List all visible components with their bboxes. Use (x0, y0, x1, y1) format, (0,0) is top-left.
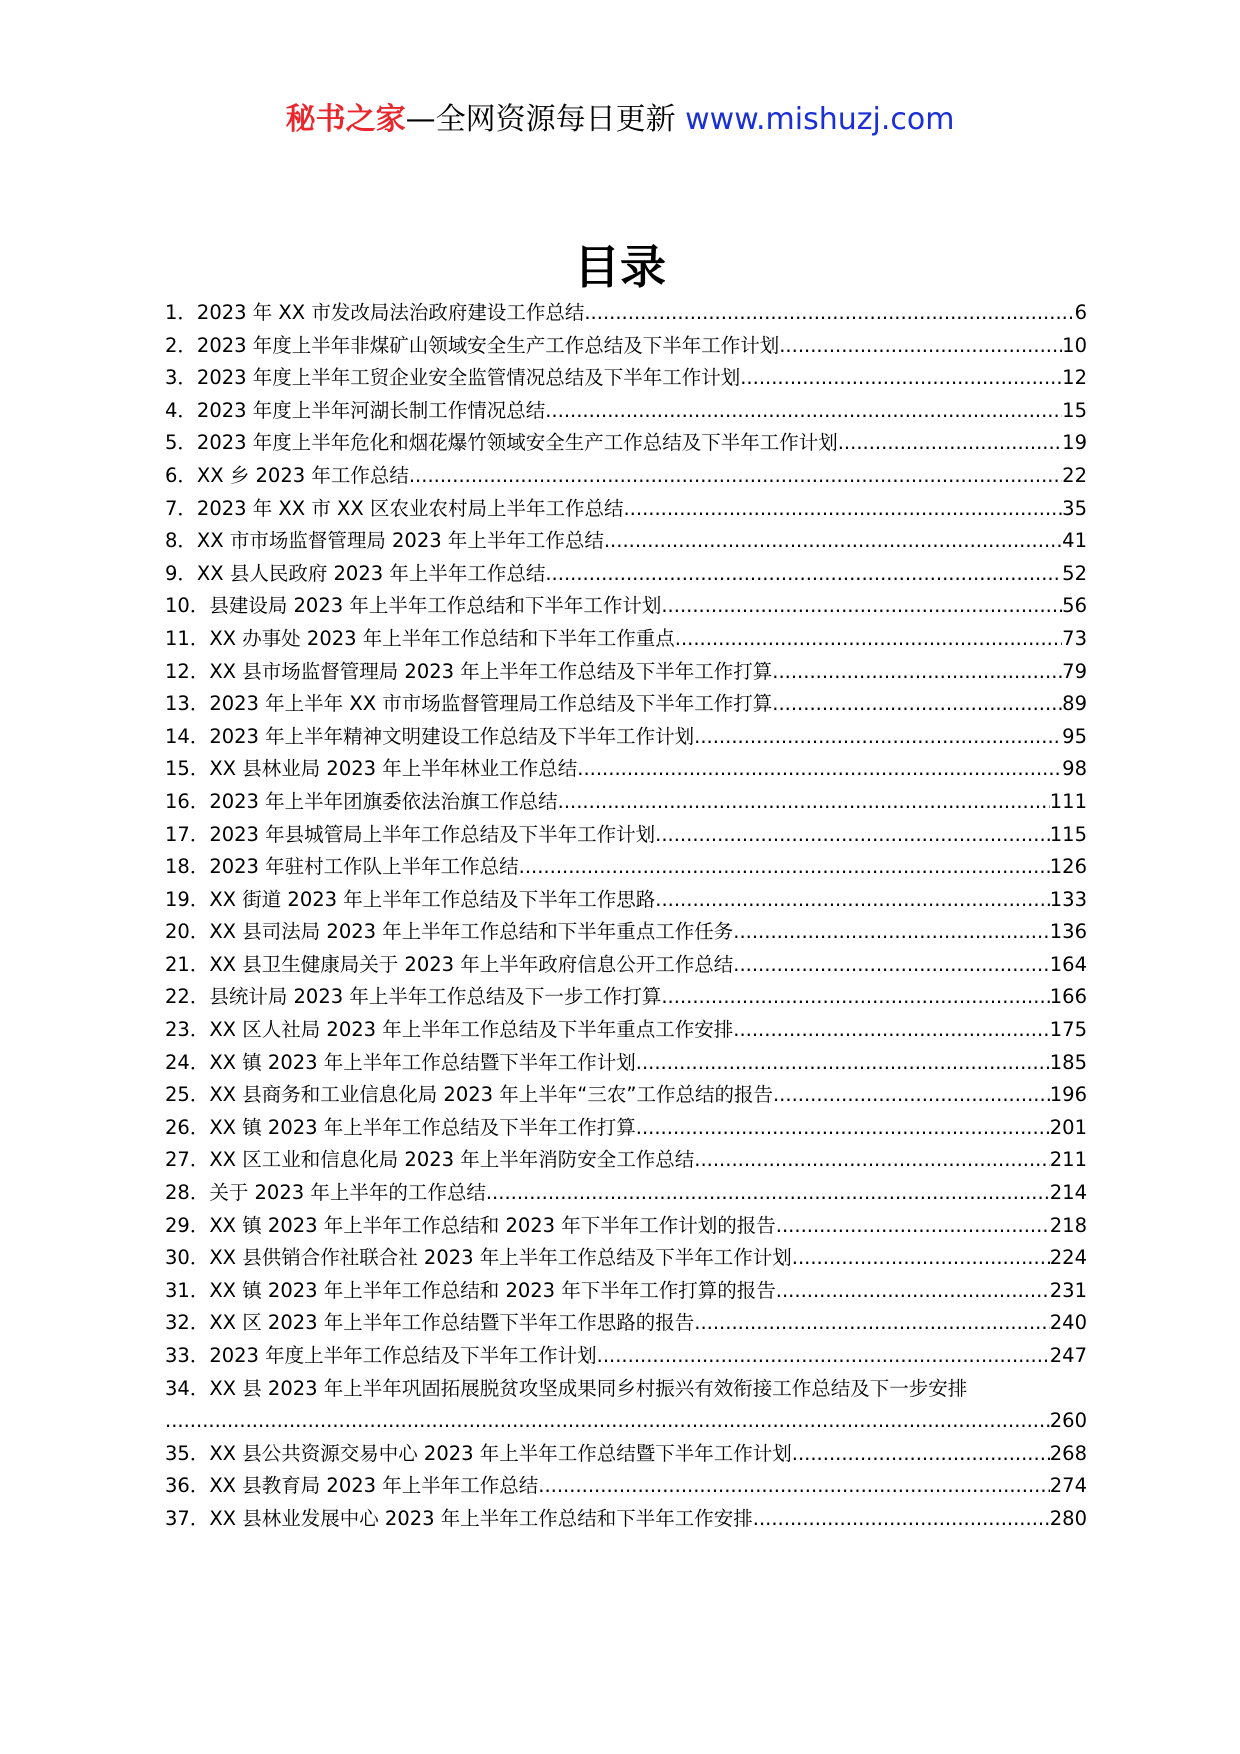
toc-entry-title: 31．XX 镇 2023 年上半年工作总结和 2023 年下半年工作打算的报告 (165, 1278, 776, 1302)
toc-entry-page: 89 (1062, 692, 1087, 716)
toc-entry-page: 224 (1049, 1246, 1087, 1270)
toc-entry[interactable] (165, 623, 1087, 656)
toc-entry-title: 13．2023 年上半年 XX 市市场监督管理局工作总结及下半年工作打算 (165, 692, 773, 716)
toc-entry-page: 260 (1049, 1409, 1087, 1433)
toc-entry[interactable] (165, 916, 1087, 949)
toc-entry-title: 5．2023 年度上半年危化和烟花爆竹领域安全生产工作总结及下半年工作计划 (165, 431, 838, 455)
toc-entry-title: 6．XX 乡 2023 年工作总结 (165, 463, 409, 487)
toc-entry[interactable] (165, 1242, 1087, 1275)
toc-entry-page: 164 (1049, 952, 1087, 976)
toc-leader-dots (577, 753, 1062, 786)
toc-entry[interactable] (165, 330, 1087, 363)
toc-entry-page: 274 (1049, 1474, 1087, 1498)
toc-entry[interactable] (165, 1503, 1087, 1536)
toc-entry-title: 29．XX 镇 2023 年上半年工作总结和 2023 年下半年工作计划的报告 (165, 1213, 776, 1237)
toc-leader-dots (661, 981, 1049, 1014)
toc-leader-dots (655, 819, 1050, 852)
toc-leader-dots (655, 884, 1050, 917)
toc-entry-page: 52 (1062, 561, 1087, 585)
toc-entry-page: 231 (1049, 1278, 1087, 1302)
toc-entry[interactable] (165, 981, 1087, 1014)
toc-entry-title: 15．XX 县林业局 2023 年上半年林业工作总结 (165, 757, 578, 781)
toc-entry-title: 9．XX 县人民政府 2023 年上半年工作总结 (165, 561, 546, 585)
toc-entry-title: 24．XX 镇 2023 年上半年工作总结暨下半年工作计划 (165, 1050, 636, 1074)
brand-name: 秘书之家 (285, 102, 406, 137)
toc-entry-page: 280 (1049, 1506, 1087, 1530)
toc-entry[interactable] (165, 753, 1087, 786)
toc-entry-page: 79 (1062, 659, 1087, 683)
toc-entry-page: 240 (1049, 1311, 1087, 1335)
toc-entry[interactable] (165, 525, 1087, 558)
toc-leader-dots (733, 1014, 1050, 1047)
table-of-contents (165, 297, 1087, 1536)
toc-leader-dots (772, 688, 1062, 721)
toc-entry[interactable] (165, 1340, 1087, 1373)
toc-entry[interactable] (165, 1438, 1087, 1471)
toc-entry-title: 1．2023 年 XX 市发改局法治政府建设工作总结 (165, 301, 585, 324)
toc-entry-title: 34．XX 县 2023 年上半年巩固拓展脱贫攻坚成果同乡村振兴有效衔接工作总结及下一步安排 (165, 1376, 968, 1400)
toc-entry-title: 36．XX 县教育局 2023 年上半年工作总结 (165, 1474, 539, 1498)
toc-entry-page: 35 (1062, 496, 1087, 520)
toc-entry-title: 17．2023 年县城管局上半年工作总结及下半年工作计划 (165, 822, 656, 846)
toc-entry-title: 35．XX 县公共资源交易中心 2023 年上半年工作总结暨下半年工作计划 (165, 1441, 792, 1465)
toc-leader-dots (733, 949, 1050, 982)
toc-leader-dots (694, 721, 1062, 754)
toc-leader-dots (792, 1438, 1050, 1471)
toc-entry-page: 41 (1062, 529, 1087, 553)
toc-entry-title: 4．2023 年度上半年河湖长制工作情况总结 (165, 398, 546, 422)
toc-leader-dots (661, 590, 1062, 623)
toc-entry-page: 196 (1049, 1083, 1087, 1107)
toc-entry[interactable] (165, 1177, 1087, 1210)
toc-entry-title: 26．XX 镇 2023 年上半年工作总结及下半年工作打算 (165, 1115, 636, 1139)
toc-entry-page: 111 (1049, 789, 1087, 813)
toc-leader-dots (694, 1307, 1050, 1340)
toc-entry-title: 27．XX 区工业和信息化局 2023 年上半年消防安全工作总结 (165, 1148, 695, 1172)
toc-leader-dots (165, 1405, 1050, 1438)
toc-leader-dots (604, 525, 1062, 558)
site-banner (0, 100, 1240, 140)
toc-entry-page: 133 (1049, 887, 1087, 911)
toc-leader-dots (694, 1144, 1050, 1177)
toc-leader-dots (545, 558, 1062, 591)
toc-entry[interactable] (165, 1307, 1087, 1340)
toc-entry-page: 218 (1049, 1213, 1087, 1237)
toc-entry-title: 23．XX 区人社局 2023 年上半年工作总结及下半年重点工作安排 (165, 1018, 734, 1042)
toc-entry[interactable] (165, 688, 1087, 721)
toc-entry-page: 175 (1049, 1018, 1087, 1042)
toc-entry-page: 136 (1049, 920, 1087, 944)
toc-entry[interactable] (165, 1047, 1087, 1080)
toc-entry-page: 201 (1049, 1115, 1087, 1139)
toc-leader-dots (838, 427, 1062, 460)
toc-entry[interactable] (165, 1014, 1087, 1047)
toc-leader-dots (584, 297, 1074, 330)
toc-entry[interactable] (165, 949, 1087, 982)
toc-leader-dots (675, 623, 1062, 656)
toc-entry[interactable] (165, 1112, 1087, 1145)
toc-entry-page: 19 (1062, 431, 1087, 455)
toc-entry-page: 6 (1074, 301, 1087, 324)
toc-entry-page: 211 (1049, 1148, 1087, 1172)
toc-entry-title: 14．2023 年上半年精神文明建设工作总结及下半年工作计划 (165, 724, 695, 748)
toc-entry-page: 15 (1062, 398, 1087, 422)
toc-entry-page: 166 (1049, 985, 1087, 1009)
toc-entry-page: 12 (1062, 366, 1087, 390)
toc-entry[interactable] (165, 786, 1087, 819)
toc-entry-title: 7．2023 年 XX 市 XX 区农业农村局上半年工作总结 (165, 496, 624, 520)
toc-leader-dots (773, 1079, 1050, 1112)
toc-leader-dots (636, 1047, 1050, 1080)
toc-leader-dots (740, 362, 1062, 395)
toc-heading: 目录 (574, 240, 666, 294)
toc-entry-title: 28．关于 2023 年上半年的工作总结 (165, 1181, 486, 1205)
toc-entry[interactable] (165, 460, 1087, 493)
toc-entry-title: 10．县建设局 2023 年上半年工作总结和下半年工作计划 (165, 594, 662, 618)
toc-entry-title: 16．2023 年上半年团旗委依法治旗工作总结 (165, 789, 558, 813)
toc-entry[interactable] (165, 851, 1087, 884)
toc-entry[interactable] (165, 1210, 1087, 1243)
toc-entry-page: 185 (1049, 1050, 1087, 1074)
banner-tagline: —全网资源每日更新 (405, 102, 676, 137)
toc-entry-title: 19．XX 街道 2023 年上半年工作总结及下半年工作思路 (165, 887, 656, 911)
toc-entry-title: 3．2023 年度上半年工贸企业安全监管情况总结及下半年工作计划 (165, 366, 741, 390)
toc-entry-page: 214 (1049, 1181, 1087, 1205)
toc-entry[interactable] (165, 819, 1087, 852)
toc-entry[interactable] (165, 297, 1087, 330)
toc-entry-page: 56 (1062, 594, 1087, 618)
toc-leader-dots (597, 1340, 1050, 1373)
toc-entry[interactable] (165, 1144, 1087, 1177)
toc-entry[interactable] (165, 1275, 1087, 1308)
toc-entry-title: 30．XX 县供销合作社联合社 2023 年上半年工作总结及下半年工作计划 (165, 1246, 792, 1270)
toc-entry-title: 12．XX 县市场监督管理局 2023 年上半年工作总结及下半年工作打算 (165, 659, 773, 683)
toc-entry-page: 115 (1049, 822, 1087, 846)
toc-leader-dots (545, 395, 1062, 428)
toc-entry[interactable] (165, 1079, 1087, 1112)
toc-entry-title: 21．XX 县卫生健康局关于 2023 年上半年政府信息公开工作总结 (165, 952, 734, 976)
toc-leader-dots (779, 330, 1062, 363)
toc-leader-dots (776, 1275, 1050, 1308)
toc-entry-page: 95 (1062, 724, 1087, 748)
toc-entry-title: 8．XX 市市场监督管理局 2023 年上半年工作总结 (165, 529, 604, 553)
site-url-link[interactable]: www.mishuzj.com (685, 102, 955, 137)
toc-entry[interactable] (165, 395, 1087, 428)
toc-leader-dots (753, 1503, 1050, 1536)
toc-entry-title: 20．XX 县司法局 2023 年上半年工作总结和下半年重点工作任务 (165, 920, 734, 944)
toc-entry-title: 37．XX 县林业发展中心 2023 年上半年工作总结和下半年工作安排 (165, 1506, 753, 1530)
toc-entry[interactable] (165, 1373, 1087, 1438)
toc-entry-page: 22 (1062, 463, 1087, 487)
toc-leader-dots (636, 1112, 1050, 1145)
toc-leader-dots (519, 851, 1050, 884)
toc-leader-dots (772, 656, 1062, 689)
toc-leader-dots (538, 1470, 1050, 1503)
toc-entry[interactable] (165, 362, 1087, 395)
toc-entry-title: 11．XX 办事处 2023 年上半年工作总结和下半年工作重点 (165, 626, 675, 650)
toc-entry-title: 33．2023 年度上半年工作总结及下半年工作计划 (165, 1344, 597, 1367)
toc-entry[interactable] (165, 721, 1087, 754)
toc-leader-dots (776, 1210, 1050, 1243)
toc-entry-page: 126 (1049, 855, 1087, 879)
toc-leader-dots (792, 1242, 1050, 1275)
toc-entry-title: 32．XX 区 2023 年上半年工作总结暨下半年工作思路的报告 (165, 1311, 695, 1335)
toc-entry[interactable] (165, 558, 1087, 591)
toc-entry[interactable] (165, 493, 1087, 526)
toc-entry[interactable] (165, 656, 1087, 689)
toc-entry-page: 247 (1049, 1344, 1087, 1367)
toc-entry[interactable] (165, 1470, 1087, 1503)
toc-leader-dots (486, 1177, 1050, 1210)
toc-entry-title: 25．XX 县商务和工业信息化局 2023 年上半年“三农”工作总结的报告 (165, 1083, 773, 1107)
toc-entry[interactable] (165, 884, 1087, 917)
toc-leader-dots (623, 493, 1062, 526)
toc-entry-title: 2．2023 年度上半年非煤矿山领域安全生产工作总结及下半年工作计划 (165, 333, 780, 357)
toc-leader-dots (409, 460, 1062, 493)
toc-entry[interactable] (165, 427, 1087, 460)
toc-leader-dots (733, 916, 1050, 949)
toc-entry-title: 22．县统计局 2023 年上半年工作总结及下一步工作打算 (165, 985, 662, 1009)
toc-entry-page: 10 (1062, 333, 1087, 357)
toc-entry-page: 73 (1062, 626, 1087, 650)
toc-entry-title: 18．2023 年驻村工作队上半年工作总结 (165, 855, 519, 879)
toc-entry[interactable] (165, 590, 1087, 623)
toc-entry-page: 98 (1062, 757, 1087, 781)
toc-leader-dots (558, 786, 1050, 819)
toc-entry-page: 268 (1049, 1441, 1087, 1465)
